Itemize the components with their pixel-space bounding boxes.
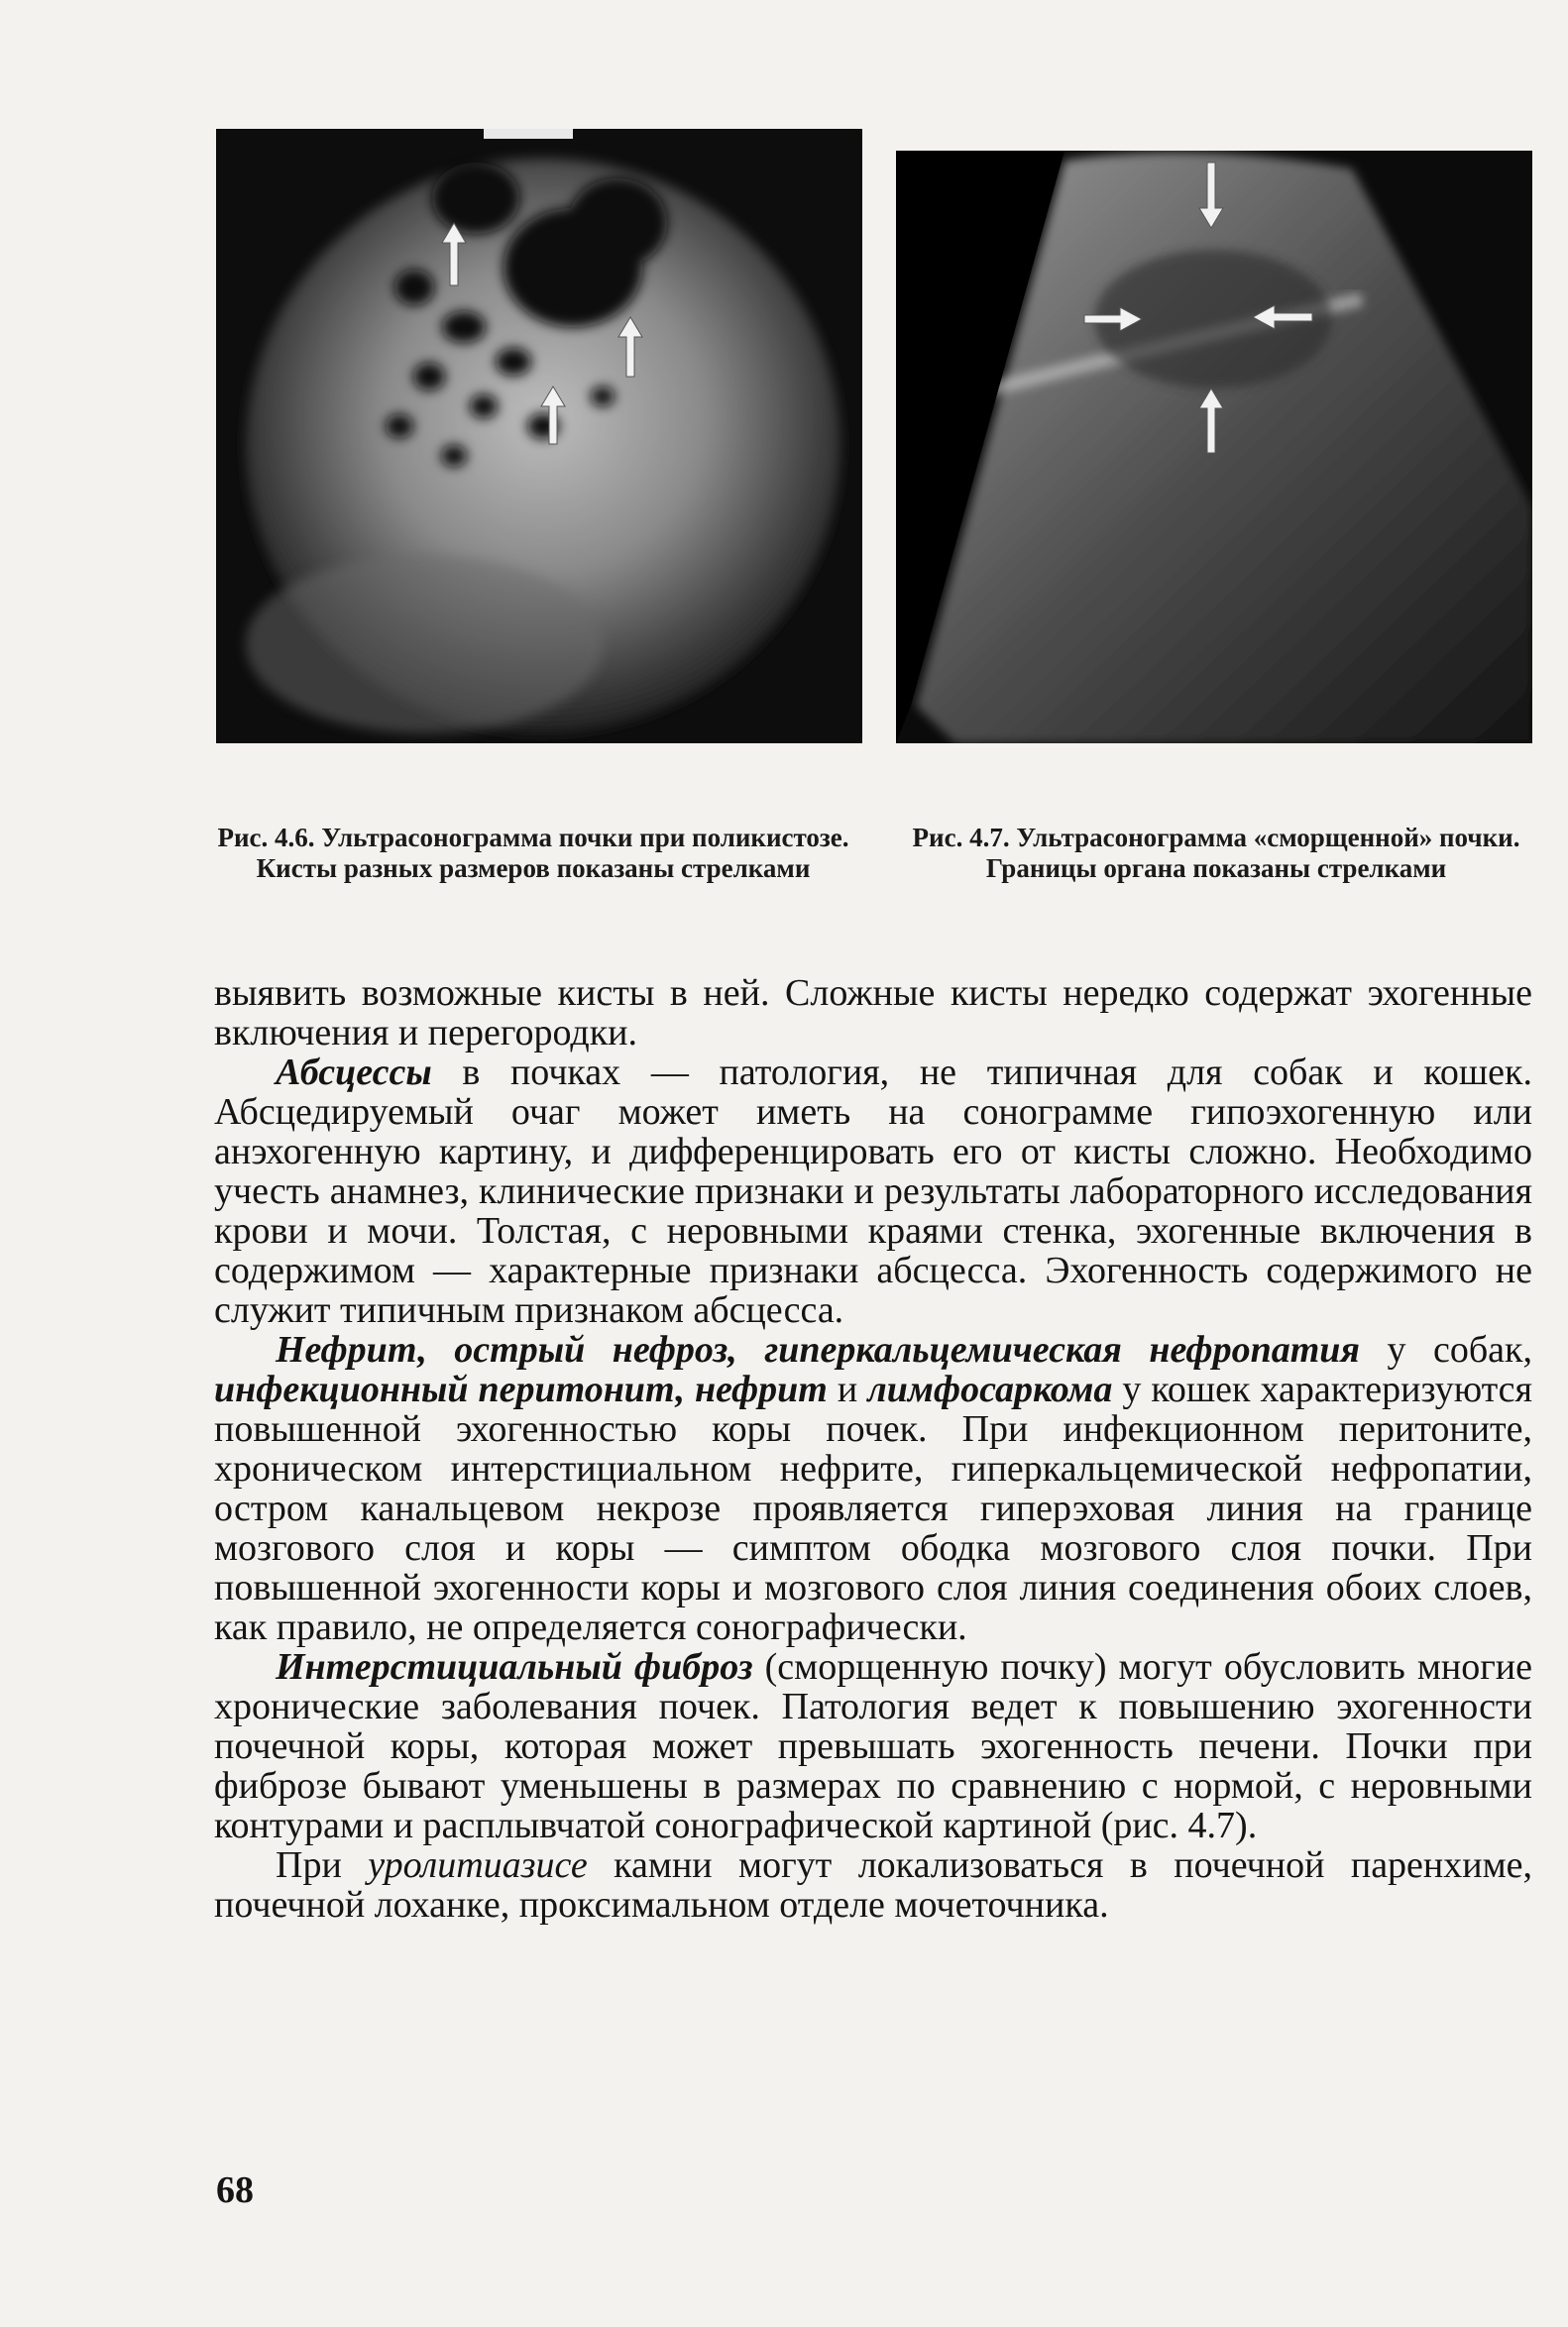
- figure-row: [216, 127, 1532, 751]
- paragraph-text: в почках — патология, не типичная для собак и кошек. Абсцедируемый очаг может иметь на сонограмме гипоэхогенную или анэхогенную картину, и дифференцировать его от кисты сложно. Необходимо учесть анамнез, клинические признаки и результаты лабораторного исследования крови и мочи. Толстая, с неровными краями стенка, эхогенные включения в содержимом — характерные признаки абсцесса. Эхогенность содержимого не служит типичным признаком абсцесса.: [214, 1052, 1532, 1331]
- page-number: 68: [216, 2169, 254, 2211]
- paragraph-text: и: [827, 1369, 868, 1410]
- paragraph-abscesses: [214, 1053, 1532, 1330]
- paragraph-urolithiasis: [214, 1845, 1532, 1925]
- figure-4-7-ultrasound-image: [896, 151, 1532, 743]
- body-text: [214, 973, 1532, 1925]
- polycystic-kidney-ultrasound-icon: [216, 129, 862, 743]
- term-nephritis-dogs: Нефрит, острый нефроз, гиперкальцемическая нефропатия: [276, 1329, 1360, 1371]
- figure-4-6-ultrasound-image: [216, 129, 862, 743]
- figure-captions: [216, 823, 1534, 932]
- term-lymphosarcoma: лимфосаркома: [867, 1369, 1113, 1410]
- paragraph-nephritis: [214, 1330, 1532, 1647]
- term-urolithiasis: уролитиазисе: [368, 1844, 588, 1886]
- paragraph-text: (сморщенную почку) могут обусловить многие хронические заболевания почек. Патология ведет к повышению эхогенности почечной коры, которая может превышать эхогенность печени. Почки при фиброзе бывают уменьшены в размерах по сравнению с нормой, с неровными контурами и расплывчатой сонографической картиной (рис. 4.7).: [214, 1646, 1532, 1846]
- paragraph-text: камни могут локализоваться в почечной паренхиме, почечной лоханке, проксимальном отделе мочеточника.: [214, 1844, 1533, 1926]
- term-interstitial-fibrosis: Интерстициальный фиброз: [276, 1646, 753, 1688]
- paragraph-continuation: выявить возможные кисты в ней. Сложные кисты нередко содержат эхогенные включения и перегородки.: [214, 972, 1532, 1053]
- figure-4-7-caption: Рис. 4.7. Ультрасонограмма «сморщенной» почки. Границы органа показаны стрелками: [912, 823, 1520, 883]
- paragraph-text: у собак,: [1360, 1329, 1533, 1371]
- paragraph-fibrosis: [214, 1647, 1532, 1845]
- paragraph-text: у кошек характеризуются повышенной эхогенностью коры почек. При инфекционном перитоните, хроническом интерстициальном нефрите, гиперкальцемической нефропатии, остром канальцевом некрозе проявляется гиперэховая линия на границе мозгового слоя и коры — симптом ободка мозгового слоя почки. При повышенной эхогенности коры и мозгового слоя линия соединения обоих слоев, как правило, не определяется сонографически.: [214, 1369, 1532, 1648]
- term-peritonitis-cats: инфекционный перитонит, нефрит: [214, 1369, 828, 1410]
- term-abscesses: Абсцессы: [276, 1052, 432, 1093]
- shrunken-kidney-ultrasound-icon: [896, 151, 1532, 743]
- figure-4-6-caption: Рис. 4.6. Ультрасонограмма почки при поликистозе. Кисты разных размеров показаны стрелками: [217, 823, 849, 883]
- paragraph-lead: При: [276, 1844, 369, 1886]
